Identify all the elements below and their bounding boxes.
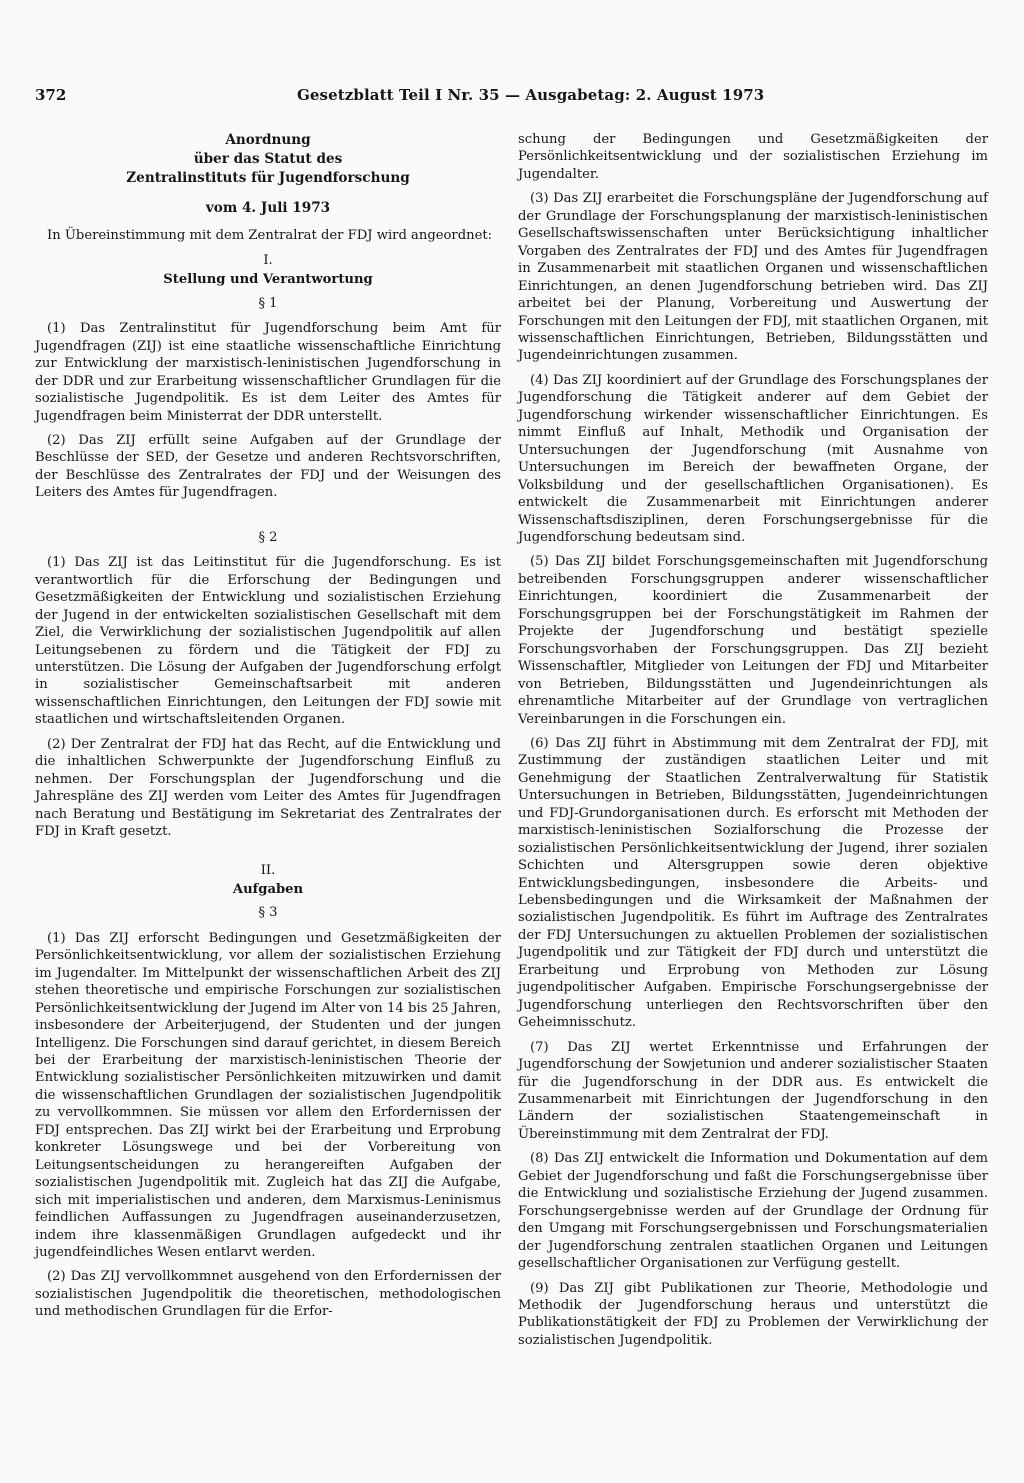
section-sign: § 1: [258, 295, 278, 311]
paragraph: (1) Das ZIJ ist das Leitinstitut für die Jugendforschung. Es ist verantwortlich für die Erforschung der Bedingungen und Gesetzmäßigkeiten der Entwicklung und sozialistischen Erziehung der Jugend in der entwickelten sozialistischen Gesellschaft mit dem Ziel, die Verwirklichung der sozialistischen Jugendpolitik auf allen Leitungsebenen zu fördern und die Tätigkeit der FDJ zu unterstützen. Die Lösung der Aufgaben der Jugendforschung erfolgt in sozialistischer Gemeinschaftsarbeit mit anderen wissenschaftlichen Einrichtungen, den Leitungen der FDJ sowie mit staatlichen und wirtschaftsleitenden Organen.: [35, 555, 501, 728]
title-line: über das Statut des: [193, 151, 343, 167]
running-head: Gesetzblatt Teil I Nr. 35 — Ausgabetag: 2. August 1973: [297, 86, 765, 104]
paragraph: (1) Das Zentralinstitut für Jugendforschung beim Amt für Jugendfragen (ZIJ) ist eine staatliche wissenschaftliche Einrichtung zur Entwicklung der marxistisch-leninistischen Jugendforschung in der DDR und zur Erarbeitung wissenschaftlicher Grundlagen für die sozialistische Jugendpolitik. Es ist dem Leiter des Amtes für Jugendfragen beim Ministerrat der DDR unterstellt.: [35, 321, 501, 424]
paragraph: (5) Das ZIJ bildet Forschungsgemeinschaften mit Jugendforschung betreibenden Forschungsgruppen anderer wissenschaftlicher Einrichtungen, koordiniert die Zusammenarbeit der Forschungsgruppen bei der Forschungstätigkeit im Rahmen der Projekte der Jugendforschung und bestätigt spezielle Forschungsvorhaben der Forschungsgruppen. Das ZIJ bezieht Wissenschaftler, Mitglieder von Leitungen der FDJ und Mitarbeiter von Betrieben, Bildungsstätten und Jugendeinrichtungen als ehrenamtliche Mitarbeiter auf der Grundlage von vertraglichen Vereinbarungen in die Forschungen ein.: [518, 554, 988, 727]
part-title: Aufgaben: [232, 881, 304, 897]
paragraph: (8) Das ZIJ entwickelt die Information und Dokumentation auf dem Gebiet der Jugendforschung und faßt die Forschungsergebnisse über die Entwicklung und sozialistische Erziehung der Jugend zusammen. Forschungsergebnisse werden auf der Grundlage der Ordnung für den Umgang mit Forschungsergebnissen und Forschungsmaterialien der Jugendforschung zentralen staatlichen Organen und Leitungen gesellschaftlicher Organisationen zur Verfügung gestellt.: [518, 1151, 988, 1272]
document-date: vom 4. Juli 1973: [205, 200, 331, 216]
paragraph-continuation: schung der Bedingungen und Gesetzmäßigkeiten der Persönlichkeitsentwicklung und der sozialistischen Erziehung im Jugendalter.: [518, 132, 988, 182]
paragraph: (1) Das ZIJ erforscht Bedingungen und Gesetzmäßigkeiten der Persönlichkeitsentwicklung, vor allem der sozialistischen Erziehung im Jugendalter. Im Mittelpunkt der wissenschaftlichen Arbeit des ZIJ stehen theoretische und empirische Forschungen zur sozialistischen Persönlichkeitsentwicklung der Jugend im Alter von 14 bis 25 Jahren, insbesondere der Arbeiterjugend, der Studenten und der jungen Intelligenz. Die Forschungen sind darauf gerichtet, in diesem Bereich bei der Erarbeitung der marxistisch-leninistischen Theorie der Entwicklung sozialistischer Persönlichkeiten mitzuwirken und damit die wissenschaftlichen Grundlagen der sozialistischen Jugendpolitik zu vervollkommnen. Sie müssen vor allem den Erfordernissen der FDJ entsprechen. Das ZIJ wirkt bei der Erarbeitung und Erprobung konkreter Lösungswege und bei der Vorbereitung von Leitungsentscheidungen zu herangereiften Aufgaben der sozialistischen Jugendpolitik mit. Zugleich hat das ZIJ die Aufgabe, sich mit imperialistischen und anderen, dem Marxismus-Leninismus feindlichen Auffassungen zu Jugendfragen auseinanderzusetzen, indem ihre klassenmäßigen Grundlagen aufgedeckt und ihr jugendfeindliches Wesen entlarvt werden.: [35, 930, 501, 1261]
paragraph: (2) Der Zentralrat der FDJ hat das Recht, auf die Entwicklung und die inhaltlichen Schwerpunkte der Jugendforschung Einfluß zu nehmen. Der Forschungsplan der Jugendforschung und die Jahrespläne des ZIJ werden vom Leiter des Amtes für Jugendfragen nach Beratung und Bestätigung im Sekretariat des Zentralrates der FDJ in Kraft gesetzt.: [35, 736, 501, 840]
section-sign: § 3: [258, 905, 278, 921]
title-line: Zentralinstituts für Jugendforschung: [126, 170, 410, 186]
paragraph: (4) Das ZIJ koordiniert auf der Grundlage des Forschungsplanes der Jugendforschung die Tätigkeit anderer auf dem Gebiet der Jugendforschung wirkender wissenschaftlicher Einrichtungen. Es nimmt Einfluß auf Inhalt, Methodik und Organisation der Untersuchungen der Jugendforschung (mit Ausnahme von Untersuchungen im Bereich der bewaffneten Organe, der Volksbildung und der gesellschaftlichen Organisationen). Es entwickelt die Zusammenarbeit mit Einrichtungen anderer Wissenschaftsdisziplinen, deren Forschungsergebnisse für die Jugendforschung bedeutsam sind.: [518, 372, 988, 545]
preamble: In Übereinstimmung mit dem Zentralrat der FDJ wird angeordnet:: [47, 228, 493, 244]
paragraph: (6) Das ZIJ führt in Abstimmung mit dem Zentralrat der FDJ, mit Zustimmung der zuständigen staatlichen Leiter und mit Genehmigung der Staatlichen Zentralverwaltung für Statistik Untersuchungen in Betrieben, Bildungsstätten, Jugendeinrichtungen und FDJ-Grundorganisationen durch. Es erforscht mit Methoden der marxistisch-leninistischen Sozialforschung die Prozesse der sozialistischen Persönlichkeitsentwicklung der Jugend, ihrer sozialen Schichten und Altersgruppen sowie deren objektive Entwicklungsbedingungen, insbesondere die Arbeits- und Lebensbedingungen und die Wirksamkeit der Maßnahmen der sozialistischen Jugendpolitik. Es führt im Auftrage des Zentralrates der FDJ Untersuchungen zu aktuellen Problemen der sozialistischen Jugendpolitik und zur Tätigkeit der FDJ durch und unterstützt die Erarbeitung und Erprobung von Methoden zur Lösung jugendpolitischer Aufgaben. Empirische Forschungsergebnisse der Jugendforschung unterliegen den Rechtsvorschriften über den Geheimnisschutz.: [518, 735, 988, 1031]
part-numeral: II.: [260, 862, 276, 878]
paragraph: (3) Das ZIJ erarbeitet die Forschungspläne der Jugendforschung auf der Grundlage der Forschungsplanung der marxistisch-leninistischen Gesellschaftswissenschaften unter Berücksichtigung inhaltlicher Vorgaben des Zentralrates der FDJ und des Amtes für Jugendfragen in Zusammenarbeit mit staatlichen Organen und wissenschaftlichen Einrichtungen, an denen Jugendforschung betrieben wird. Das ZIJ arbeitet bei der Planung, Vorbereitung und Auswertung der Forschungen mit den Leitungen der FDJ, mit staatlichen Organen, mit wissenschaftlichen Einrichtungen, Betrieben, Bildungsstätten und Jugendeinrichtungen zusammen.: [518, 191, 988, 364]
title-line: Anordnung: [225, 132, 311, 148]
text-columns: [35, 131, 988, 1356]
left-column: [35, 131, 501, 1356]
page-number: 372: [35, 86, 67, 104]
section-sign: § 2: [258, 529, 278, 545]
part-title: Stellung und Verantwortung: [163, 272, 373, 288]
paragraph: (9) Das ZIJ gibt Publikationen zur Theorie, Methodologie und Methodik der Jugendforschung heraus und unterstützt die Publikationstätigkeit der FDJ zu Problemen der Verwirklichung der sozialistischen Jugendpolitik.: [518, 1280, 988, 1348]
paragraph: (7) Das ZIJ wertet Erkenntnisse und Erfahrungen der Jugendforschung der Sowjetunion und anderer sozialistischer Staaten für die Jugendforschung in der DDR aus. Es entwickelt die Zusammenarbeit mit Einrichtungen der Jugendforschung in den Ländern der sozialistischen Staatengemeinschaft in Übereinstimmung mit dem Zentralrat der FDJ.: [518, 1039, 988, 1142]
document-title: [35, 131, 501, 188]
paragraph: (2) Das ZIJ vervollkommnet ausgehend von den Erfordernissen der sozialistischen Jugendpolitik die theoretischen, methodologischen und methodischen Grundlagen für die Erfor-: [35, 1269, 501, 1320]
part-numeral: I.: [263, 252, 273, 268]
page-header: [35, 86, 988, 110]
paragraph: (2) Das ZIJ erfüllt seine Aufgaben auf der Grundlage der Beschlüsse der SED, der Gesetze und anderen Rechtsvorschriften, der Beschlüsse des Zentralrates der FDJ und der Weisungen des Leiters des Amtes für Jugendfragen.: [35, 432, 501, 501]
right-column: [518, 131, 988, 1356]
